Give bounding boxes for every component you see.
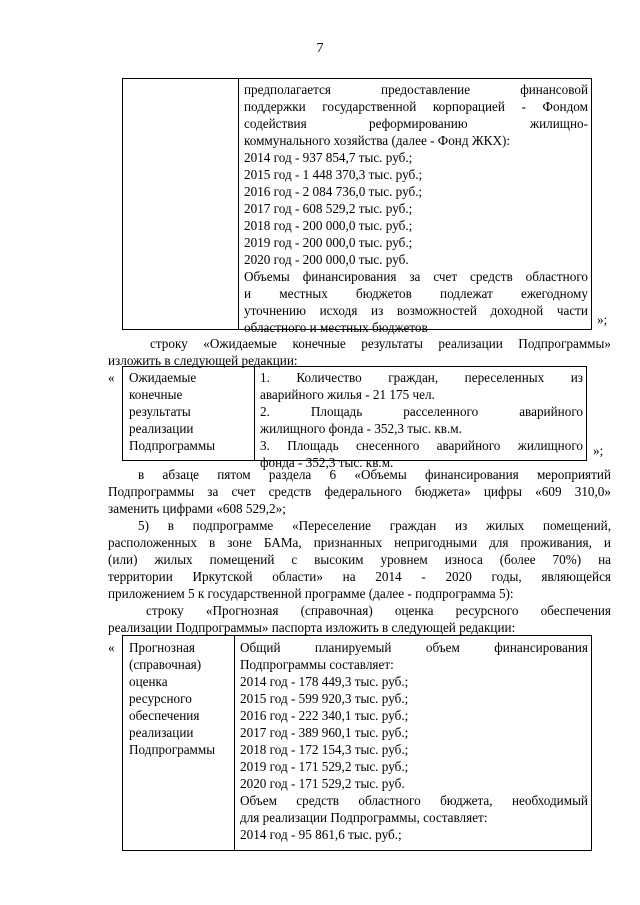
closing-quote: »; <box>593 443 604 458</box>
table-text-line: для реализации Подпрограммы, составляет: <box>240 810 488 825</box>
table-text-line: содействия реформированию жилищно- <box>244 116 588 131</box>
table-text-line: 2015 год - 599 920,3 тыс. руб.; <box>240 691 409 706</box>
paragraph-replace-expected-results <box>108 335 611 369</box>
table-text-line: 2016 год - 222 340,1 тыс. руб.; <box>240 708 409 723</box>
table-text-line: Подпрограммы составляет: <box>240 657 394 672</box>
table-expected-results <box>122 366 587 470</box>
row-label-line: оценка <box>129 674 168 689</box>
table-text-line: коммунального хозяйства (далее - Фонд ЖКХ): <box>244 133 511 148</box>
table-text-line: Объемы финансирования за счет средств областного <box>244 269 588 284</box>
row-label-line: обеспечения <box>129 708 200 723</box>
row-label-line: реализации <box>129 725 194 740</box>
paragraph-line: строку «Прогнозная (справочная) оценка ресурсного обеспечения <box>146 603 611 618</box>
table-text-line: предполагается предоставление финансовой <box>244 82 588 97</box>
row-label-line: конечные <box>129 387 183 402</box>
paragraph-line: территории Иркутской области» на 2014 - 2020 годы, являющейся <box>108 569 611 584</box>
table-forecast-funding <box>122 635 592 851</box>
row-label-line: Подпрограммы <box>129 438 216 453</box>
table-right-cell <box>240 639 588 843</box>
table-right-cell <box>260 369 583 471</box>
table-text-line: 2014 год - 178 449,3 тыс. руб.; <box>240 674 409 689</box>
paragraph-line: расположенных в зоне БАМа, признанных непригодными для проживания, и <box>108 535 611 550</box>
table-text-line: 2017 год - 389 960,1 тыс. руб.; <box>240 725 409 740</box>
page-number: 7 <box>316 41 324 56</box>
paragraph-line: в абзаце пятом раздела 6 «Объемы финансирования мероприятий <box>138 467 611 482</box>
table-text-line: 2020 год - 171 529,2 тыс. руб. <box>240 776 405 791</box>
paragraph-line: реализации Подпрограммы» паспорта изложить в следующей редакции: <box>108 620 516 635</box>
table-text-line: Общий планируемый объем финансирования <box>240 640 588 655</box>
paragraph-line: приложением 5 к государственной программе (далее - подпрограмма 5): <box>108 586 514 601</box>
row-label-line: (справочная) <box>129 657 202 672</box>
table-text-line: 2020 год - 200 000,0 тыс. руб. <box>244 252 409 267</box>
opening-quote: « <box>108 370 115 385</box>
paragraph-line: (или) жилых помещений с высоким уровнем износа (более 70%) на <box>108 552 611 567</box>
table-text-line: жилищного фонда - 352,3 тыс. кв.м. <box>260 421 462 436</box>
row-label-line: результаты <box>129 404 191 419</box>
paragraph-replace-forecast <box>108 602 611 636</box>
paragraph-line: 5) в подпрограмме «Переселение граждан из жилых помещений, <box>138 518 611 533</box>
table-funding-continuation <box>122 78 592 335</box>
table-text-line: областного и местных бюджетов <box>244 320 428 335</box>
paragraph-subprogram5 <box>108 517 611 602</box>
table-left-cell <box>129 639 233 758</box>
table-text-line: Объем средств областного бюджета, необходимый <box>240 793 588 808</box>
table-text-line: 2016 год - 2 084 736,0 тыс. руб.; <box>244 184 423 199</box>
table-text-line: фонда - 352,3 тыс. кв.м. <box>260 455 394 470</box>
table-text-line: 2019 год - 200 000,0 тыс. руб.; <box>244 235 413 250</box>
table-text-line: уточнению исходя из возможностей доходной части <box>244 303 588 318</box>
table-text-line: 2017 год - 608 529,2 тыс. руб.; <box>244 201 413 216</box>
paragraph-line: Подпрограммы за счет средств федерального бюджета» цифры «609 310,0» <box>108 484 611 499</box>
row-label-line: Ожидаемые <box>129 370 197 385</box>
table-column-divider <box>234 636 235 850</box>
table-column-divider <box>238 79 239 329</box>
table-text-line: 1. Количество граждан, переселенных из <box>260 370 583 385</box>
row-label-line: Прогнозная <box>129 640 195 655</box>
table-text-line: аварийного жилья - 21 175 чел. <box>260 387 435 402</box>
table-text-line: 2014 год - 937 854,7 тыс. руб.; <box>244 150 413 165</box>
paragraph-section6-amendment <box>108 466 611 517</box>
table-text-line: 3. Площадь снесенного аварийного жилищного <box>260 438 583 453</box>
paragraph-line: заменить цифрами «608 529,2»; <box>108 501 286 516</box>
table-text-line: 2015 год - 1 448 370,3 тыс. руб.; <box>244 167 423 182</box>
table-text-line: 2018 год - 200 000,0 тыс. руб.; <box>244 218 413 233</box>
paragraph-line: строку «Ожидаемые конечные результаты реализации Подпрограммы» <box>150 336 611 351</box>
table-text-line: 2. Площадь расселенного аварийного <box>260 404 583 419</box>
opening-quote: « <box>108 640 115 655</box>
closing-quote: »; <box>597 312 608 327</box>
table-text-line: 2018 год - 172 154,3 тыс. руб.; <box>240 742 409 757</box>
row-label-line: реализации <box>129 421 194 436</box>
table-text-line: 2019 год - 171 529,2 тыс. руб.; <box>240 759 409 774</box>
table-text-line: поддержки государственной корпорацией - Фондом <box>244 99 588 114</box>
row-label-line: Подпрограммы <box>129 742 216 757</box>
table-column-divider <box>254 367 255 460</box>
table-text-line: 2014 год - 95 861,6 тыс. руб.; <box>240 827 402 842</box>
table-left-cell <box>129 369 253 454</box>
table-right-cell <box>244 81 588 336</box>
paragraph-line: изложить в следующей редакции: <box>108 353 298 368</box>
row-label-line: ресурсного <box>129 691 192 706</box>
table-text-line: и местных бюджетов подлежат ежегодному <box>244 286 588 301</box>
